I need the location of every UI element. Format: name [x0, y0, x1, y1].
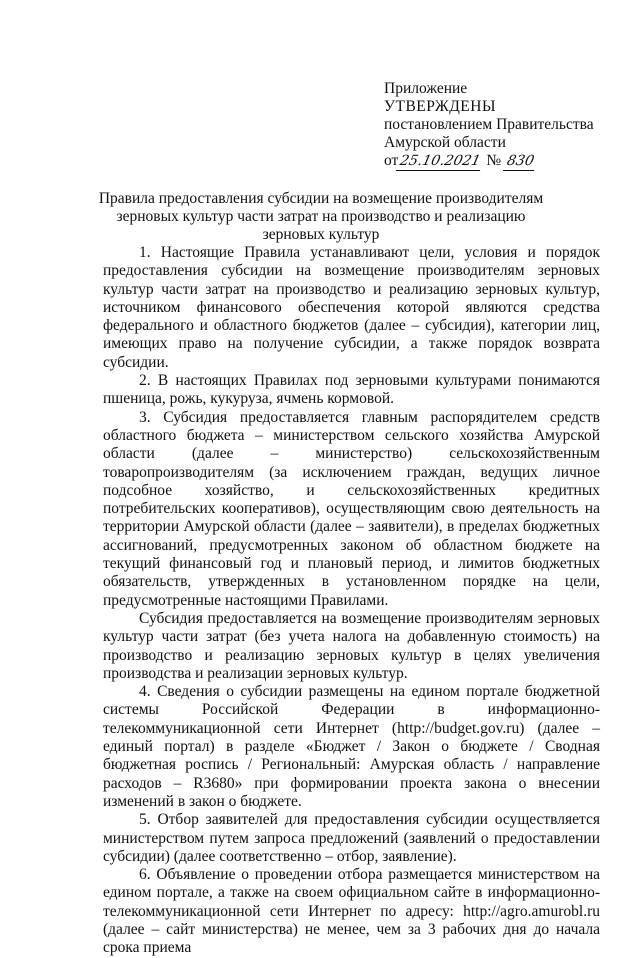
paragraph-3: 3. Субсидия предоставляется главным распорядителем средств областного бюджета – министерством сельского хозяйства Амурской области (далее – министерство) сельскохозяйственным товаропроизводителям (за исключением граждан, ведущих личное подсобное хозяйство, и сельскохозяйственных кредитных потребительских кооперативов), осуществляющим свою деятельность на территории Амурской области (далее – заявители), в пределах бюджетных ассигнований, предусмотренных законом об областном бюджете на текущий финансовый год и плановый период, и лимитов бюджетных обязательств, утвержденных в установленном порядке на цели, предусмотренные настоящими Правилами. — [103, 408, 600, 609]
resolution-line: постановлением Правительства — [384, 116, 594, 133]
paragraph-5: 5. Отбор заявителей для предоставления субсидии осуществляется министерством путем запроса предложений (заявлений о предоставлении субсидии) (далее соответственно – отбор, заявление). — [103, 811, 600, 865]
paragraph-3-subsidy: Субсидия предоставляется на возмещение производителям зерновых культур части затрат (без учета налога на добавленную стоимость) на производство и реализацию зерновых культур в целях увеличения производства и реализации зерновых культур. — [103, 609, 600, 682]
date-prefix: от — [384, 152, 399, 169]
date-number-line — [384, 152, 614, 171]
appendix-label: Приложение — [384, 80, 468, 97]
handwritten-date: 25.10.2021 — [396, 152, 484, 171]
document-body — [103, 244, 600, 958]
appendix-header — [384, 80, 614, 171]
handwritten-number: 830 — [503, 152, 538, 171]
region-line: Амурской области — [384, 134, 506, 151]
number-prefix: № — [486, 152, 502, 169]
paragraph-2: 2. В настоящих Правилах под зерновыми культурами понимаются пшеница, рожь, кукуруза, ячмень кормовой. — [103, 372, 600, 408]
paragraph-4: 4. Сведения о субсидии размещены на едином портале бюджетной системы Российской Федерации в информационно-телекоммуникационной сети Интернет (http://budget.gov.ru) (далее – единый портал) в разделе «Бюджет / Закон о бюджете / Сводная бюджетная роспись / Региональный: Амурская область / направление расходов – R3680» при формировании проекта закона о внесении изменений в закон о бюджете. — [103, 683, 600, 810]
paragraph-6: 6. Объявление о проведении отбора размещается министерством на едином портале, а также на своем официальном сайте в информационно-телекоммуникационной сети Интернет по адресу: http://agro.amurobl.ru (далее – сайт министерства) не менее, чем за 3 рабочих дня до начала срока приема — [103, 866, 600, 957]
document-title: Правила предоставления субсидии на возмещение производителям зерновых культур части затрат на производство и реализацию зерновых культур — [98, 190, 544, 243]
paragraph-1: 1. Настоящие Правила устанавливают цели, условия и порядок предоставления субсидии на возмещение производителям зерновых культур части затрат на производство и реализацию зерновых культур, источником финансового обеспечения которой являются средства федерального и областного бюджетов (далее – субсидия), категории лиц, имеющих право на получение субсидии, а также порядок возврата субсидии. — [103, 244, 600, 371]
approved-label: УТВЕРЖДЕНЫ — [384, 98, 496, 115]
